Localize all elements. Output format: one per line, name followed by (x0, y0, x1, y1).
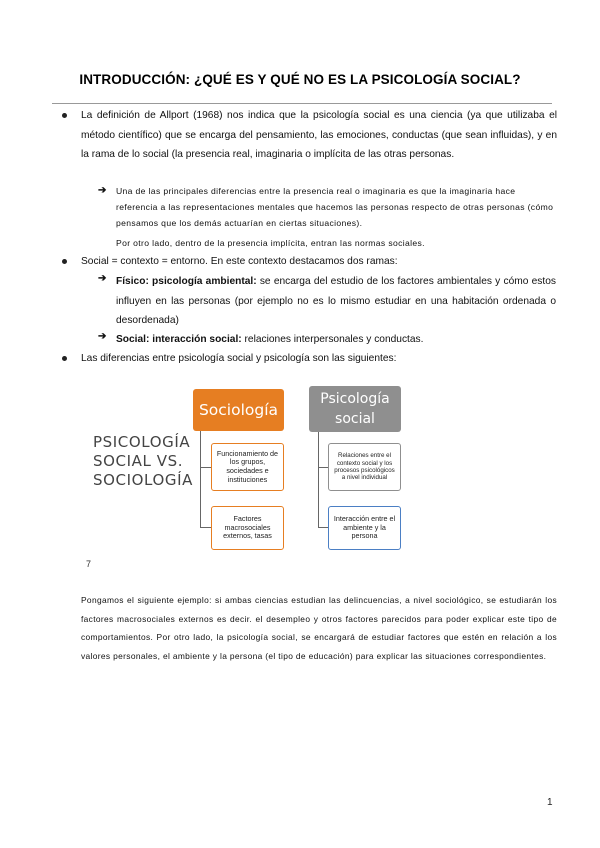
bullet-dot (62, 356, 67, 361)
page-number: 1 (547, 797, 553, 808)
implicit-presence-note: Por otro lado, dentro de la presencia implícita, entran las normas sociales. (116, 238, 425, 248)
branch-social-label: Social: interacción social: (116, 334, 242, 345)
example-paragraph: Pongamos el siguiente ejemplo: si ambas ciencias estudian las delincuencias, a nivel sociológico, se estudiarán los factores macrosociales externos es decir. el desempleo y otros factores parecidos para poder explicar este tipo de comportamientos. Por otro lado, la psicología social, se encargará de estudiar factores que estén en relación a los valores personales, el ambiente y la persona (el tipo de educación) para explicar las situaciones correspondientes. (81, 595, 557, 661)
branch-social-text: relaciones interpersonales y conductas. (241, 334, 424, 345)
bullet-differences-intro: Las diferencias entre psicología social y psicología son las siguientes: (81, 353, 397, 364)
social-psychology-header-line2: social (335, 411, 375, 427)
arrow-icon: ➔ (98, 185, 107, 196)
sociology-item-groups-text: Funcionamiento de los grupos, sociedades e instituciones (216, 448, 279, 484)
diagram-title-line3: SOCIOLOGÍA (93, 471, 193, 489)
social-psychology-header-box (309, 386, 401, 432)
social-psych-item-interaction-text: Interacción entre el ambiente y la persona (333, 514, 396, 541)
sociology-item-groups (211, 443, 284, 491)
social-psych-item-relations-text: Relaciones entre el contexto social y los procesos psicológicos a nivel individual (334, 452, 395, 482)
bullet-dot (62, 113, 67, 118)
social-psych-item-interaction (328, 506, 401, 550)
footnote-marker: 7 (86, 559, 92, 569)
branch-physical-label: Físico: psicología ambiental: (116, 276, 257, 287)
sociology-item-factors (211, 506, 284, 550)
bullet-allport-definition: La definición de Allport (1968) nos indica que la psicología social es una ciencia (ya que utilizaba el método científico) que se encarga del pensamiento, las emociones, conductas (que sean influidas), y en la rama de lo social (la presencia real, imaginaria o implícita de las otras personas. (81, 110, 557, 160)
diagram-title-line1: PSICOLOGÍA (93, 433, 191, 451)
sociology-item-factors-text: Factores macrosociales externos, tasas (223, 514, 272, 541)
page-title: INTRODUCCIÓN: ¿QUÉ ES Y QUÉ NO ES LA PSICOLOGÍA SOCIAL? (79, 72, 521, 87)
arrow-icon: ➔ (98, 273, 107, 284)
diagram-title (93, 433, 193, 490)
sociology-header-label: Sociología (198, 401, 279, 419)
title-divider (52, 103, 552, 104)
sociology-header-box (193, 389, 284, 431)
branch-physical-text: se encarga del estudio de los factores ambientales y cómo estos influyen en las personas (por ejemplo no es lo mismo estudiar en una habitación ordenada o desordenada) (116, 276, 556, 326)
arrow-icon: ➔ (98, 331, 107, 342)
arrow-presence-difference: Una de las principales diferencias entre la presencia real o imaginaria es que la imaginaria hace referencia a las representaciones mentales que hacemos las personas respecto de otras personas (cómo pensamos que los demás actuarían en ciertas situaciones). (116, 186, 554, 228)
branch-social (116, 330, 556, 350)
bullet-dot (62, 259, 67, 264)
bullet-social-context: Social = contexto = entorno. En este contexto destacamos dos ramas: (81, 256, 398, 267)
social-psych-item-relations (328, 443, 401, 491)
diagram-title-line2: SOCIAL VS. (93, 452, 184, 470)
branch-physical (116, 272, 556, 331)
social-psychology-header-line1: Psicología (320, 391, 390, 407)
